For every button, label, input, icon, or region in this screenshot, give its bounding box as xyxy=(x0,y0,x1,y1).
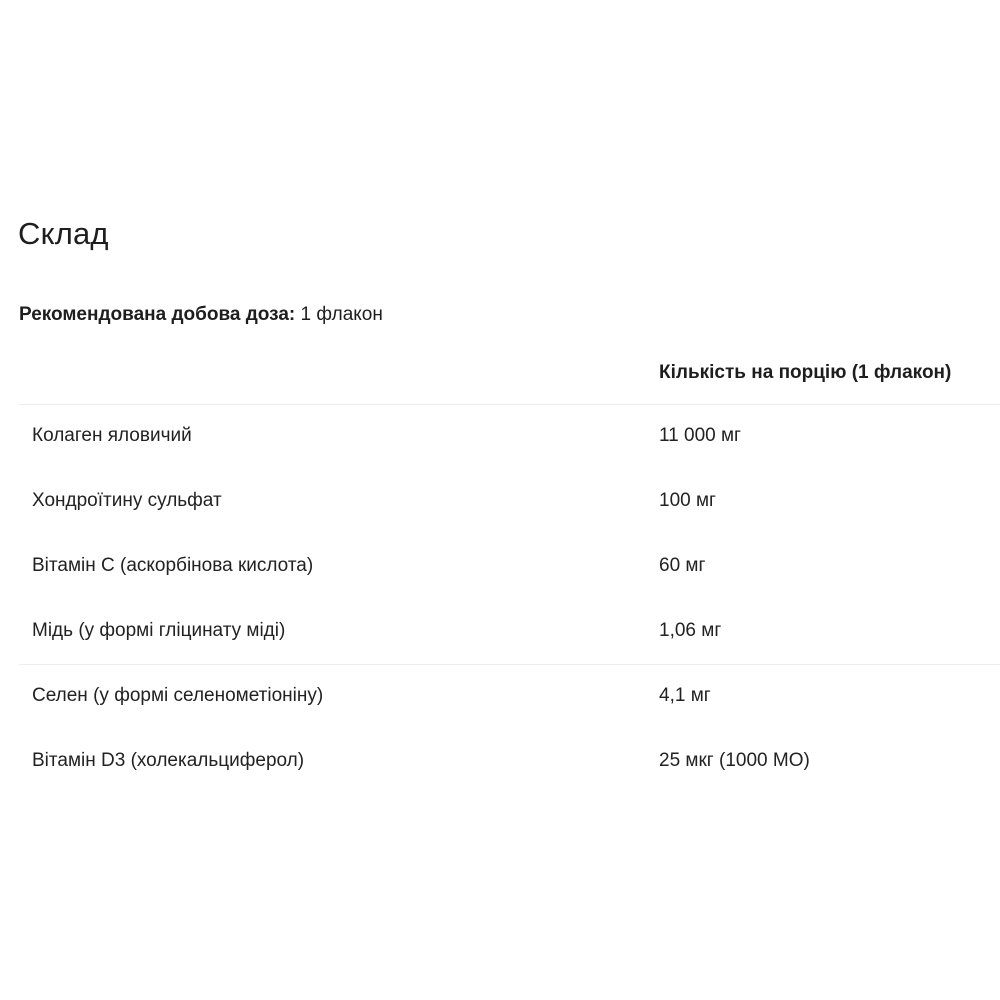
recommended-dose xyxy=(19,304,383,326)
ingredient-amount: 4,1 мг xyxy=(659,685,711,706)
amount-column-header: Кількість на порцію (1 флакон) xyxy=(659,362,952,383)
table-row xyxy=(19,665,1000,730)
recommended-dose-value: 1 флакон xyxy=(300,304,383,325)
ingredient-name: Вітамін С (аскорбінова кислота) xyxy=(32,555,314,576)
table-row xyxy=(19,600,1000,665)
ingredient-name: Вітамін D3 (холекальциферол) xyxy=(32,750,305,771)
ingredient-amount: 1,06 мг xyxy=(659,620,722,641)
ingredient-name: Селен (у формі селенометіоніну) xyxy=(32,685,324,706)
table-header xyxy=(19,342,1000,405)
table-row xyxy=(19,470,1000,535)
table-row xyxy=(19,405,1000,470)
table-row xyxy=(19,535,1000,600)
ingredient-amount: 100 мг xyxy=(659,490,716,511)
section-title: Склад xyxy=(18,216,109,251)
ingredient-name: Хондроїтину сульфат xyxy=(32,490,222,511)
composition-table xyxy=(19,342,1000,795)
table-row xyxy=(19,730,1000,795)
ingredient-amount: 25 мкг (1000 МО) xyxy=(659,750,810,771)
ingredient-amount: 11 000 мг xyxy=(659,425,741,446)
recommended-dose-label: Рекомендована добова доза: xyxy=(19,304,296,325)
ingredient-amount: 60 мг xyxy=(659,555,706,576)
ingredient-name: Колаген яловичий xyxy=(32,425,192,446)
ingredient-name: Мідь (у формі гліцинату міді) xyxy=(32,620,286,641)
